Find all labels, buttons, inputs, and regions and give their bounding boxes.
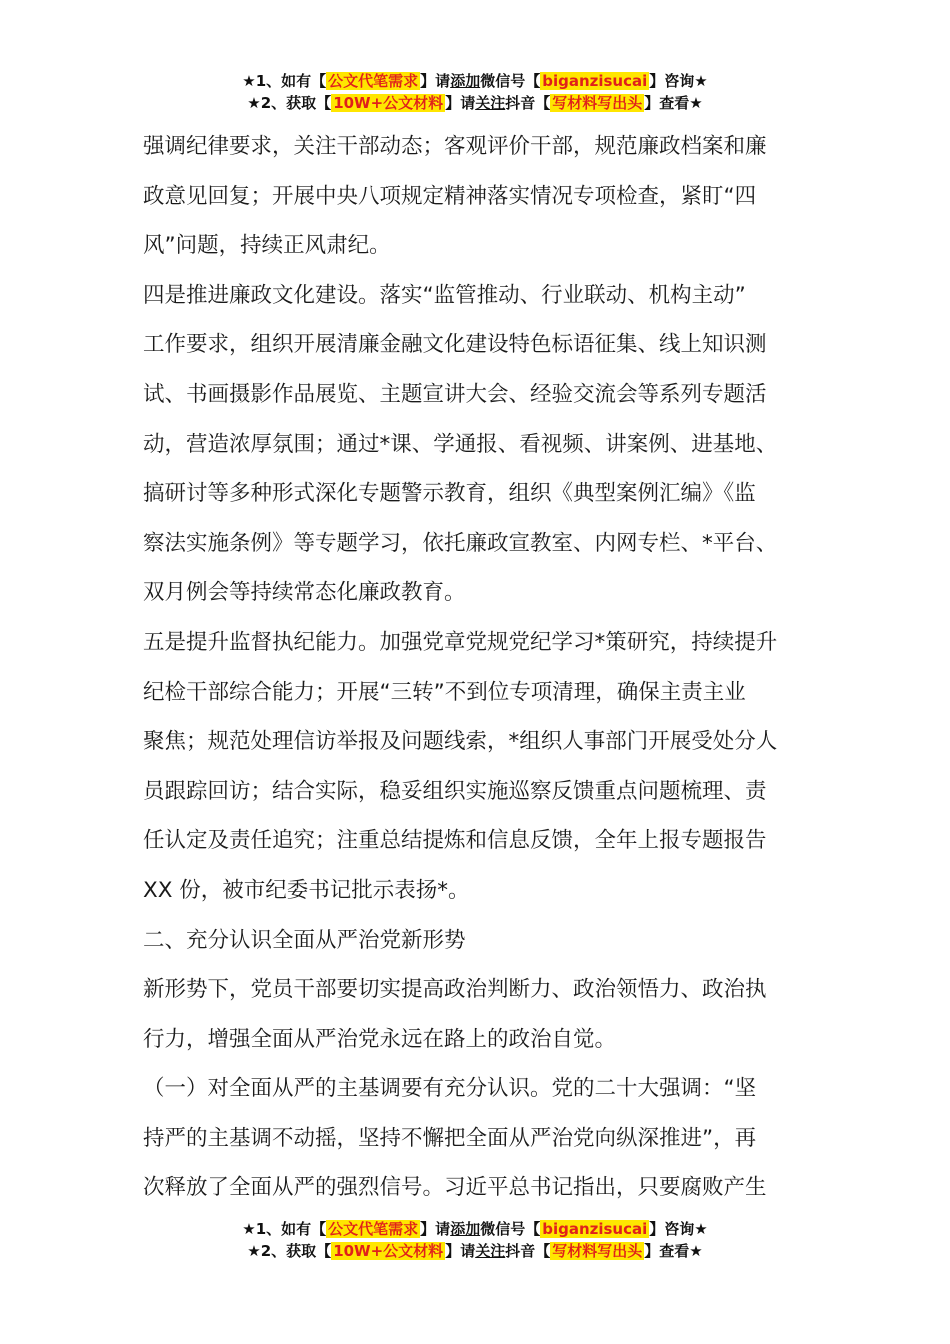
text-line: 察法实施条例》等专题学习，依托廉政宣教室、内网专栏、*平台、 <box>143 530 778 556</box>
text-line: 试、书画摄影作品展览、主题宣讲大会、经验交流会等系列专题活 <box>143 381 767 407</box>
banner-text: 】请 <box>445 1242 476 1260</box>
banner-text: 】查看★ <box>644 94 703 112</box>
text-line: 搞研讨等多种形式深化专题警示教育，组织《典型案例汇编》《监 <box>143 481 756 507</box>
text-line: 动，营造浓厚氛围；通过*课、学通报、看视频、讲案例、进基地、 <box>143 431 778 457</box>
banner-highlight: 公文代笔需求 <box>328 1220 419 1238</box>
footer-banner <box>0 1218 950 1262</box>
banner-text: 抖音【 <box>505 94 551 112</box>
banner-text: 】请 <box>445 94 476 112</box>
banner-text: 微信号【 <box>480 1220 541 1238</box>
banner-text: 抖音【 <box>505 1242 551 1260</box>
text-line: 新形势下，党员干部要切实提高政治判断力、政治领悟力、政治执 <box>143 977 767 1003</box>
text-line: 任认定及责任追究；注重总结提炼和信息反馈，全年上报专题报告 <box>143 828 767 854</box>
banner-text: 】咨询★ <box>649 72 708 90</box>
banner-text: ★2、获取【 <box>247 1242 332 1260</box>
banner-highlight: 公文代笔需求 <box>328 72 419 90</box>
text-line: 工作要求，组织开展清廉金融文化建设特色标语征集、线上知识测 <box>143 332 767 358</box>
text-line: 聚焦；规范处理信访举报及问题线索，*组织人事部门开展受处分人 <box>143 729 778 755</box>
banner-text: 】请 <box>420 1220 451 1238</box>
banner-highlight: 10W+公文材料 <box>333 94 444 112</box>
text-line: 纪检干部综合能力；开展“三转”不到位专项清理，确保主责主业 <box>143 679 746 705</box>
footer-banner-line-2 <box>0 1240 950 1262</box>
text-line: 强调纪律要求，关注干部动态；客观评价干部，规范廉政档案和廉 <box>143 134 767 159</box>
header-banner <box>0 70 950 114</box>
banner-text: ★1、如有【 <box>242 1220 327 1238</box>
header-banner-line-1 <box>0 70 950 92</box>
banner-text: 】请 <box>420 72 451 90</box>
footer-banner-line-1 <box>0 1218 950 1240</box>
banner-highlight: 10W+公文材料 <box>333 1242 444 1260</box>
banner-underlined-text: 添加 <box>450 72 481 90</box>
text-line: 行力，增强全面从严治党永远在路上的政治自觉。 <box>143 1026 617 1052</box>
banner-text: ★2、获取【 <box>247 94 332 112</box>
banner-underlined-text: 添加 <box>450 1220 481 1238</box>
text-line: 双月例会等持续常态化廉政教育。 <box>143 580 466 606</box>
text-line: 持严的主基调不动摇，坚持不懈把全面从严治党向纵深推进”，再 <box>143 1125 757 1151</box>
banner-text: 微信号【 <box>480 72 541 90</box>
banner-text: 】查看★ <box>644 1242 703 1260</box>
banner-text: 】咨询★ <box>649 1220 708 1238</box>
text-line: 次释放了全面从严的强烈信号。习近平总书记指出，只要腐败产生 <box>143 1175 767 1201</box>
banner-highlight: 写材料写出头 <box>552 1242 643 1260</box>
header-banner-line-2 <box>0 92 950 114</box>
banner-highlight: 写材料写出头 <box>552 94 643 112</box>
banner-highlight: biganzisucai <box>542 72 648 90</box>
banner-highlight: biganzisucai <box>542 1220 648 1238</box>
text-line: 员跟踪回访；结合实际，稳妥组织实施巡察反馈重点问题梳理、责 <box>143 778 767 804</box>
banner-underlined-text: 关注 <box>475 94 506 112</box>
banner-text: ★1、如有【 <box>242 72 327 90</box>
text-line: 政意见回复；开展中央八项规定精神落实情况专项检查，紧盯“四 <box>143 183 757 209</box>
text-line: 五是提升监督执纪能力。加强党章党规党纪学习*策研究，持续提升 <box>143 629 778 655</box>
section-heading: 二、充分认识全面从严治党新形势 <box>143 927 466 953</box>
banner-underlined-text: 关注 <box>475 1242 506 1260</box>
text-line: （一）对全面从严的主基调要有充分认识。党的二十大强调：“坚 <box>143 1076 757 1102</box>
document-body <box>143 122 807 1213</box>
text-line: XX 份，被市纪委书记批示表扬*。 <box>143 877 470 903</box>
text-line: 风”问题，持续正风肃纪。 <box>143 233 391 259</box>
text-line: 四是推进廉政文化建设。落实“监管推动、行业联动、机构主动” <box>143 282 746 308</box>
